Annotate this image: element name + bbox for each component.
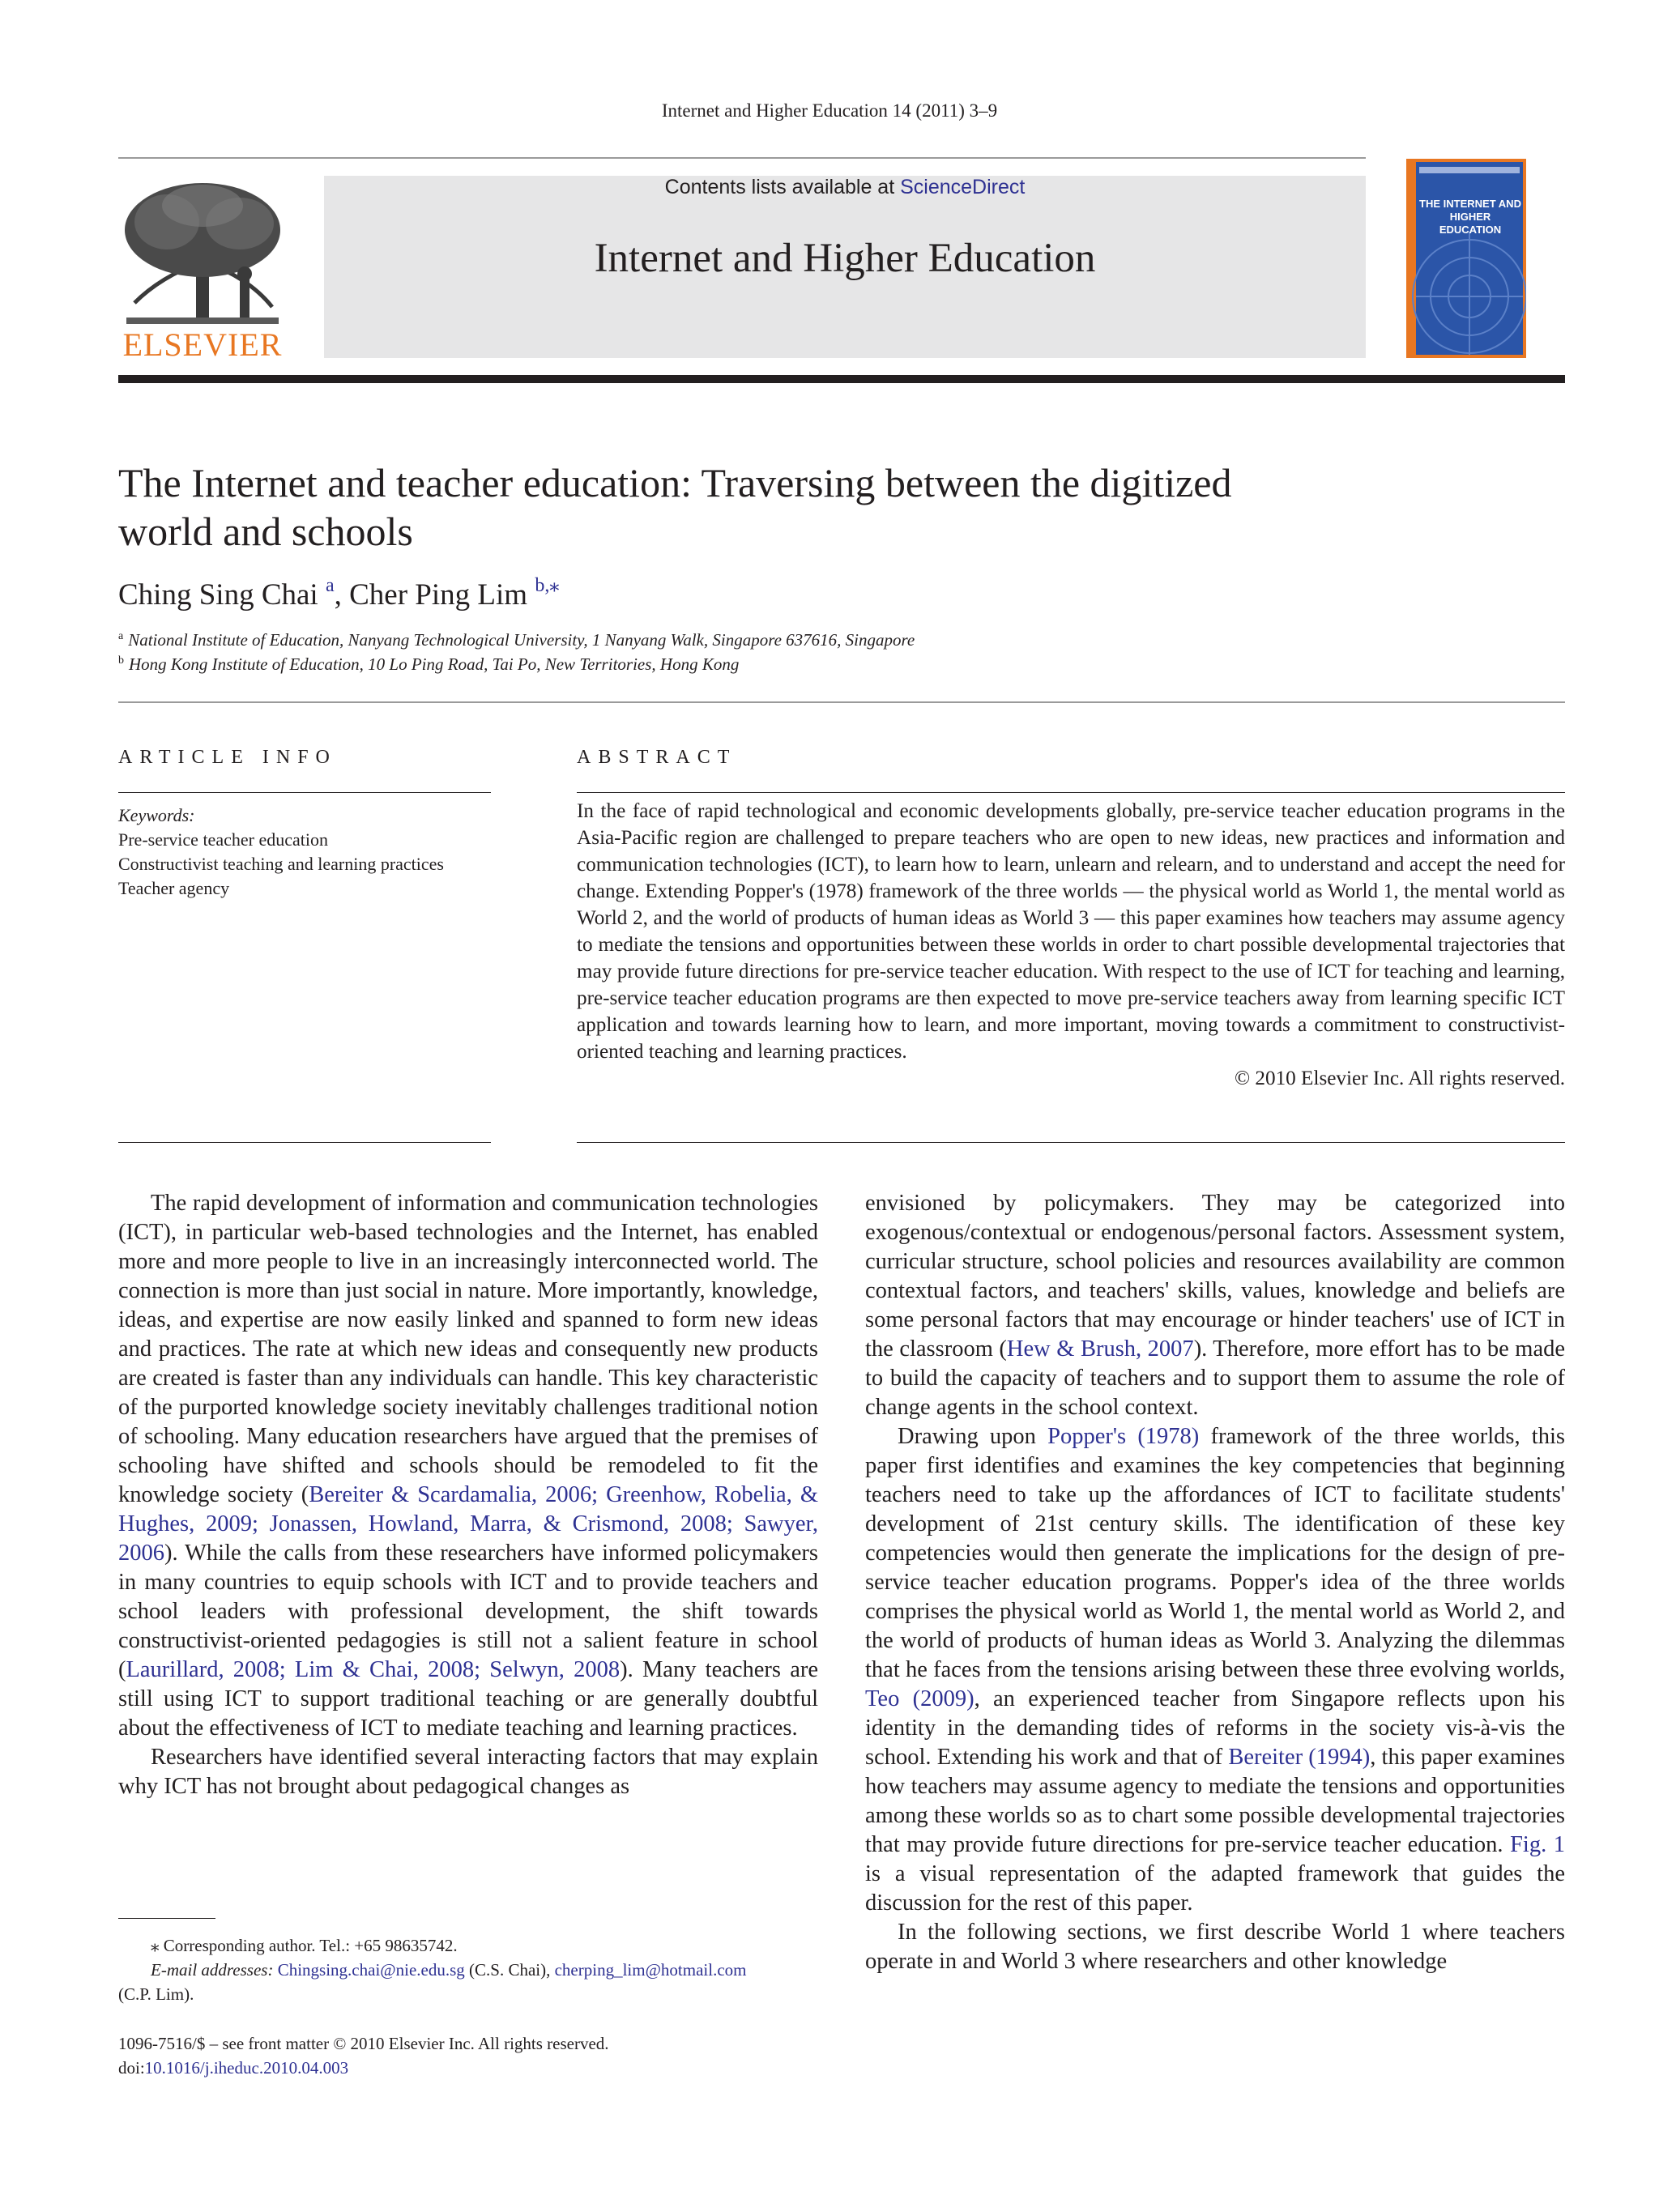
contents-line: [324, 176, 1366, 199]
cover-title: [1418, 198, 1523, 237]
article-info-heading: ARTICLE INFO: [118, 747, 337, 768]
abstract-heading: ABSTRACT: [577, 747, 737, 768]
affiliation-text: National Institute of Education, Nanyang Technological University, 1 Nanyang Walk, Singapore 637616, Singapore: [128, 630, 915, 650]
body-text: envisioned by policymakers. They may be categorized into exogenous/contextual or endogenous/personal factors. Assessment system, curricular structure, school policies and resources availability are common contextual factors, and teachers' skills, values, knowledge and beliefs are some personal factors that may encourage or hinder teachers' use of ICT in the classroom (: [865, 1191, 1565, 1362]
article-info-rule: [118, 792, 491, 793]
cover-title-line2: HIGHER EDUCATION: [1439, 211, 1502, 236]
corresponding-author-note: [118, 1933, 831, 1958]
affiliation-mark: a: [118, 630, 124, 642]
footnote-rule: [118, 1918, 215, 1919]
affiliation-text: Hong Kong Institute of Education, 10 Lo Ping Road, Tai Po, New Territories, Hong Kong: [129, 654, 740, 674]
cover-art-icon: [1406, 159, 1526, 358]
body-paragraph: [118, 1743, 818, 1801]
body-text: is a visual representation of the adapted framework that guides the discussion for the rest of this paper.: [865, 1861, 1565, 1916]
masthead-rule: [118, 375, 1565, 383]
doi-link[interactable]: 10.1016/j.iheduc.2010.04.003: [144, 2058, 349, 2078]
header-divider: [118, 157, 1366, 159]
contents-prefix: Contents lists available at: [664, 176, 901, 198]
citation-link[interactable]: Laurillard, 2008; Lim & Chai, 2008; Selwyn, 2008: [126, 1657, 621, 1682]
body-paragraph: [865, 1422, 1565, 1918]
sciencedirect-link[interactable]: ScienceDirect: [900, 176, 1026, 198]
author-name: Ching Sing Chai: [118, 578, 318, 612]
body-text: ). While the calls from these researchers have informed policymakers in many countries to equip schools with ICT and to provide teachers and school leaders with professional development, the shift towards constructivist-oriented pedagogies is still not a salient feature in school (: [118, 1541, 818, 1682]
issn-line: 1096-7516/$ – see front matter © 2010 Elsevier Inc. All rights reserved.: [118, 2034, 609, 2053]
elsevier-logo[interactable]: [118, 173, 287, 361]
front-matter: [118, 2031, 609, 2080]
author-name: Cher Ping Lim: [349, 578, 528, 612]
body-column-left: [118, 1189, 818, 1801]
body-paragraph: [118, 1189, 818, 1743]
footnote-text: Corresponding author. Tel.: +65 98635742.: [163, 1936, 458, 1955]
title-line2: world and schools: [118, 509, 413, 554]
doi-prefix: doi:: [118, 2058, 145, 2078]
citation-link[interactable]: Bereiter & Scardamalia, 2006; Greenhow, Robelia, & Hughes, 2009; Jonassen, Howland, Marra, & Crismond, 2008; Sawyer, 2006: [118, 1482, 818, 1566]
affiliation-marker[interactable]: a: [325, 575, 335, 596]
figure-link[interactable]: Fig. 1: [1510, 1832, 1565, 1857]
citation-link[interactable]: Teo (2009): [865, 1686, 975, 1711]
email-link[interactable]: Chingsing.chai@nie.edu.sg: [277, 1960, 465, 1980]
body-text: ). Therefore, more effort has to be made to build the capacity of teachers and to support them to assume the role of change agents in the school context.: [865, 1336, 1565, 1420]
body-text: , this paper examines how teachers may assume agency to mediate the tensions and opportunities among these worlds so as to chart some possible developmental trajectories that may provide future directions for pre-service teacher education.: [865, 1745, 1565, 1857]
abstract-copyright: © 2010 Elsevier Inc. All rights reserved.: [1234, 1068, 1565, 1089]
keyword-item: Teacher agency: [118, 878, 230, 898]
email-label: E-mail addresses:: [151, 1960, 274, 1980]
citation-link[interactable]: Bereiter (1994): [1228, 1745, 1371, 1770]
affiliation-marker[interactable]: b,⁎: [535, 575, 560, 596]
article-info-bottom-rule: [118, 1142, 491, 1143]
affiliation-mark: b: [118, 654, 124, 667]
affiliation: [118, 654, 739, 675]
article-title: [118, 458, 1414, 556]
body-text: ). Many teachers are still using ICT to support traditional teaching or are generally doubtful about the effectiveness of ICT to mediate teaching and learning practices.: [118, 1657, 818, 1741]
affiliation: [118, 630, 915, 650]
journal-cover-image[interactable]: [1406, 159, 1526, 358]
footnote-star: ⁎: [151, 1936, 160, 1955]
journal-title: Internet and Higher Education: [594, 236, 1096, 281]
abstract-text: In the face of rapid technological and economic developments globally, pre-service teacher education programs in the Asia-Pacific region are challenged to prepare teachers who are open to new ideas, new practices and information and communication technologies (ICT), to learn how to learn, unlearn and relearn, and to understand and accept the need for change. Extending Popper's (1978) framework of the three worlds — the physical world as World 1, the mental world as World 2, and the world of products of human ideas as World 3 — this paper examines how teachers may assume agency to mediate the tensions and opportunities between these worlds in order to chart possible developmental trajectories that may provide future directions for pre-service teacher education. With respect to the use of ICT for teaching and learning, pre-service teacher education programs are then expected to move pre-service teachers away from learning specific ICT application and towards learning how to learn, and more important, moving towards a commitment to constructivist-oriented teaching and learning practices.: [577, 800, 1565, 1063]
abstract-body: [577, 798, 1565, 1092]
running-head: Internet and Higher Education 14 (2011) 3–9: [661, 100, 998, 121]
body-paragraph: [865, 1189, 1565, 1422]
author-separator: ,: [334, 578, 350, 612]
author-list: [118, 573, 559, 612]
body-text: The rapid development of information and communication technologies (ICT), in particular web-based technologies and the Internet, has enabled more and more people to live in an increasingly interconnected world. The connection is more than just social in nature. More importantly, knowledge, ideas, and expertise are now easily linked and spanned to form new ideas and practices. The rate at which new ideas and consequently new products are created is faster than any individuals can handle. This key characteristic of the purported knowledge society inevitably challenges traditional notion of schooling. Many education researchers have argued that the premises of schooling have shifted and schools should be remodeled to fit the knowledge society (: [118, 1191, 818, 1507]
keyword-item: Constructivist teaching and learning practices: [118, 854, 444, 874]
keywords-block: [118, 803, 491, 901]
body-text: In the following sections, we first describe World 1 where teachers operate in and World 3 where researchers and other knowledge: [865, 1920, 1565, 1974]
footnote: [118, 1933, 831, 2006]
elsevier-wordmark: ELSEVIER: [122, 326, 283, 363]
email-owner: (C.P. Lim).: [118, 1984, 194, 2004]
email-owner: (C.S. Chai),: [464, 1960, 555, 1980]
email-line: [118, 1958, 831, 1982]
cover-title-line1: THE INTERNET AND: [1419, 198, 1521, 210]
citation-link[interactable]: Popper's (1978): [1047, 1424, 1200, 1449]
body-text: , an experienced teacher from Singapore reflects upon his identity in the demanding tides of reforms in the society vis-à-vis the school. Extending his work and that of: [865, 1686, 1565, 1770]
body-text: framework of the three worlds, this paper first identifies and examines the key competencies that beginning teachers need to take up the affordances of ICT to facilitate students' development of 21st century skills. The identification of these key competencies would then generate the implications for the design of pre-service teacher education programs. Popper's idea of the three worlds comprises the physical world as World 1, the mental world as World 2, and the world of products of human ideas as World 3. Analyzing the dilemmas that he faces from the tensions arising between these three evolving worlds,: [865, 1424, 1565, 1682]
section-divider: [118, 701, 1565, 703]
citation-link[interactable]: Hew & Brush, 2007: [1006, 1336, 1194, 1362]
email-link[interactable]: cherping_lim@hotmail.com: [554, 1960, 747, 1980]
keywords-label: Keywords:: [118, 805, 195, 825]
doi-line: [118, 2056, 609, 2080]
body-text: Drawing upon: [898, 1424, 1048, 1449]
abstract-bottom-rule: [577, 1142, 1565, 1143]
abstract-rule: [577, 792, 1565, 793]
keyword-item: Pre-service teacher education: [118, 829, 328, 850]
body-text: Researchers have identified several interacting factors that may explain why ICT has not brought about pedagogical changes as: [118, 1745, 818, 1799]
title-line1: The Internet and teacher education: Traversing between the digitized: [118, 460, 1232, 505]
body-paragraph: [865, 1918, 1565, 1976]
body-column-right: [865, 1189, 1565, 1976]
